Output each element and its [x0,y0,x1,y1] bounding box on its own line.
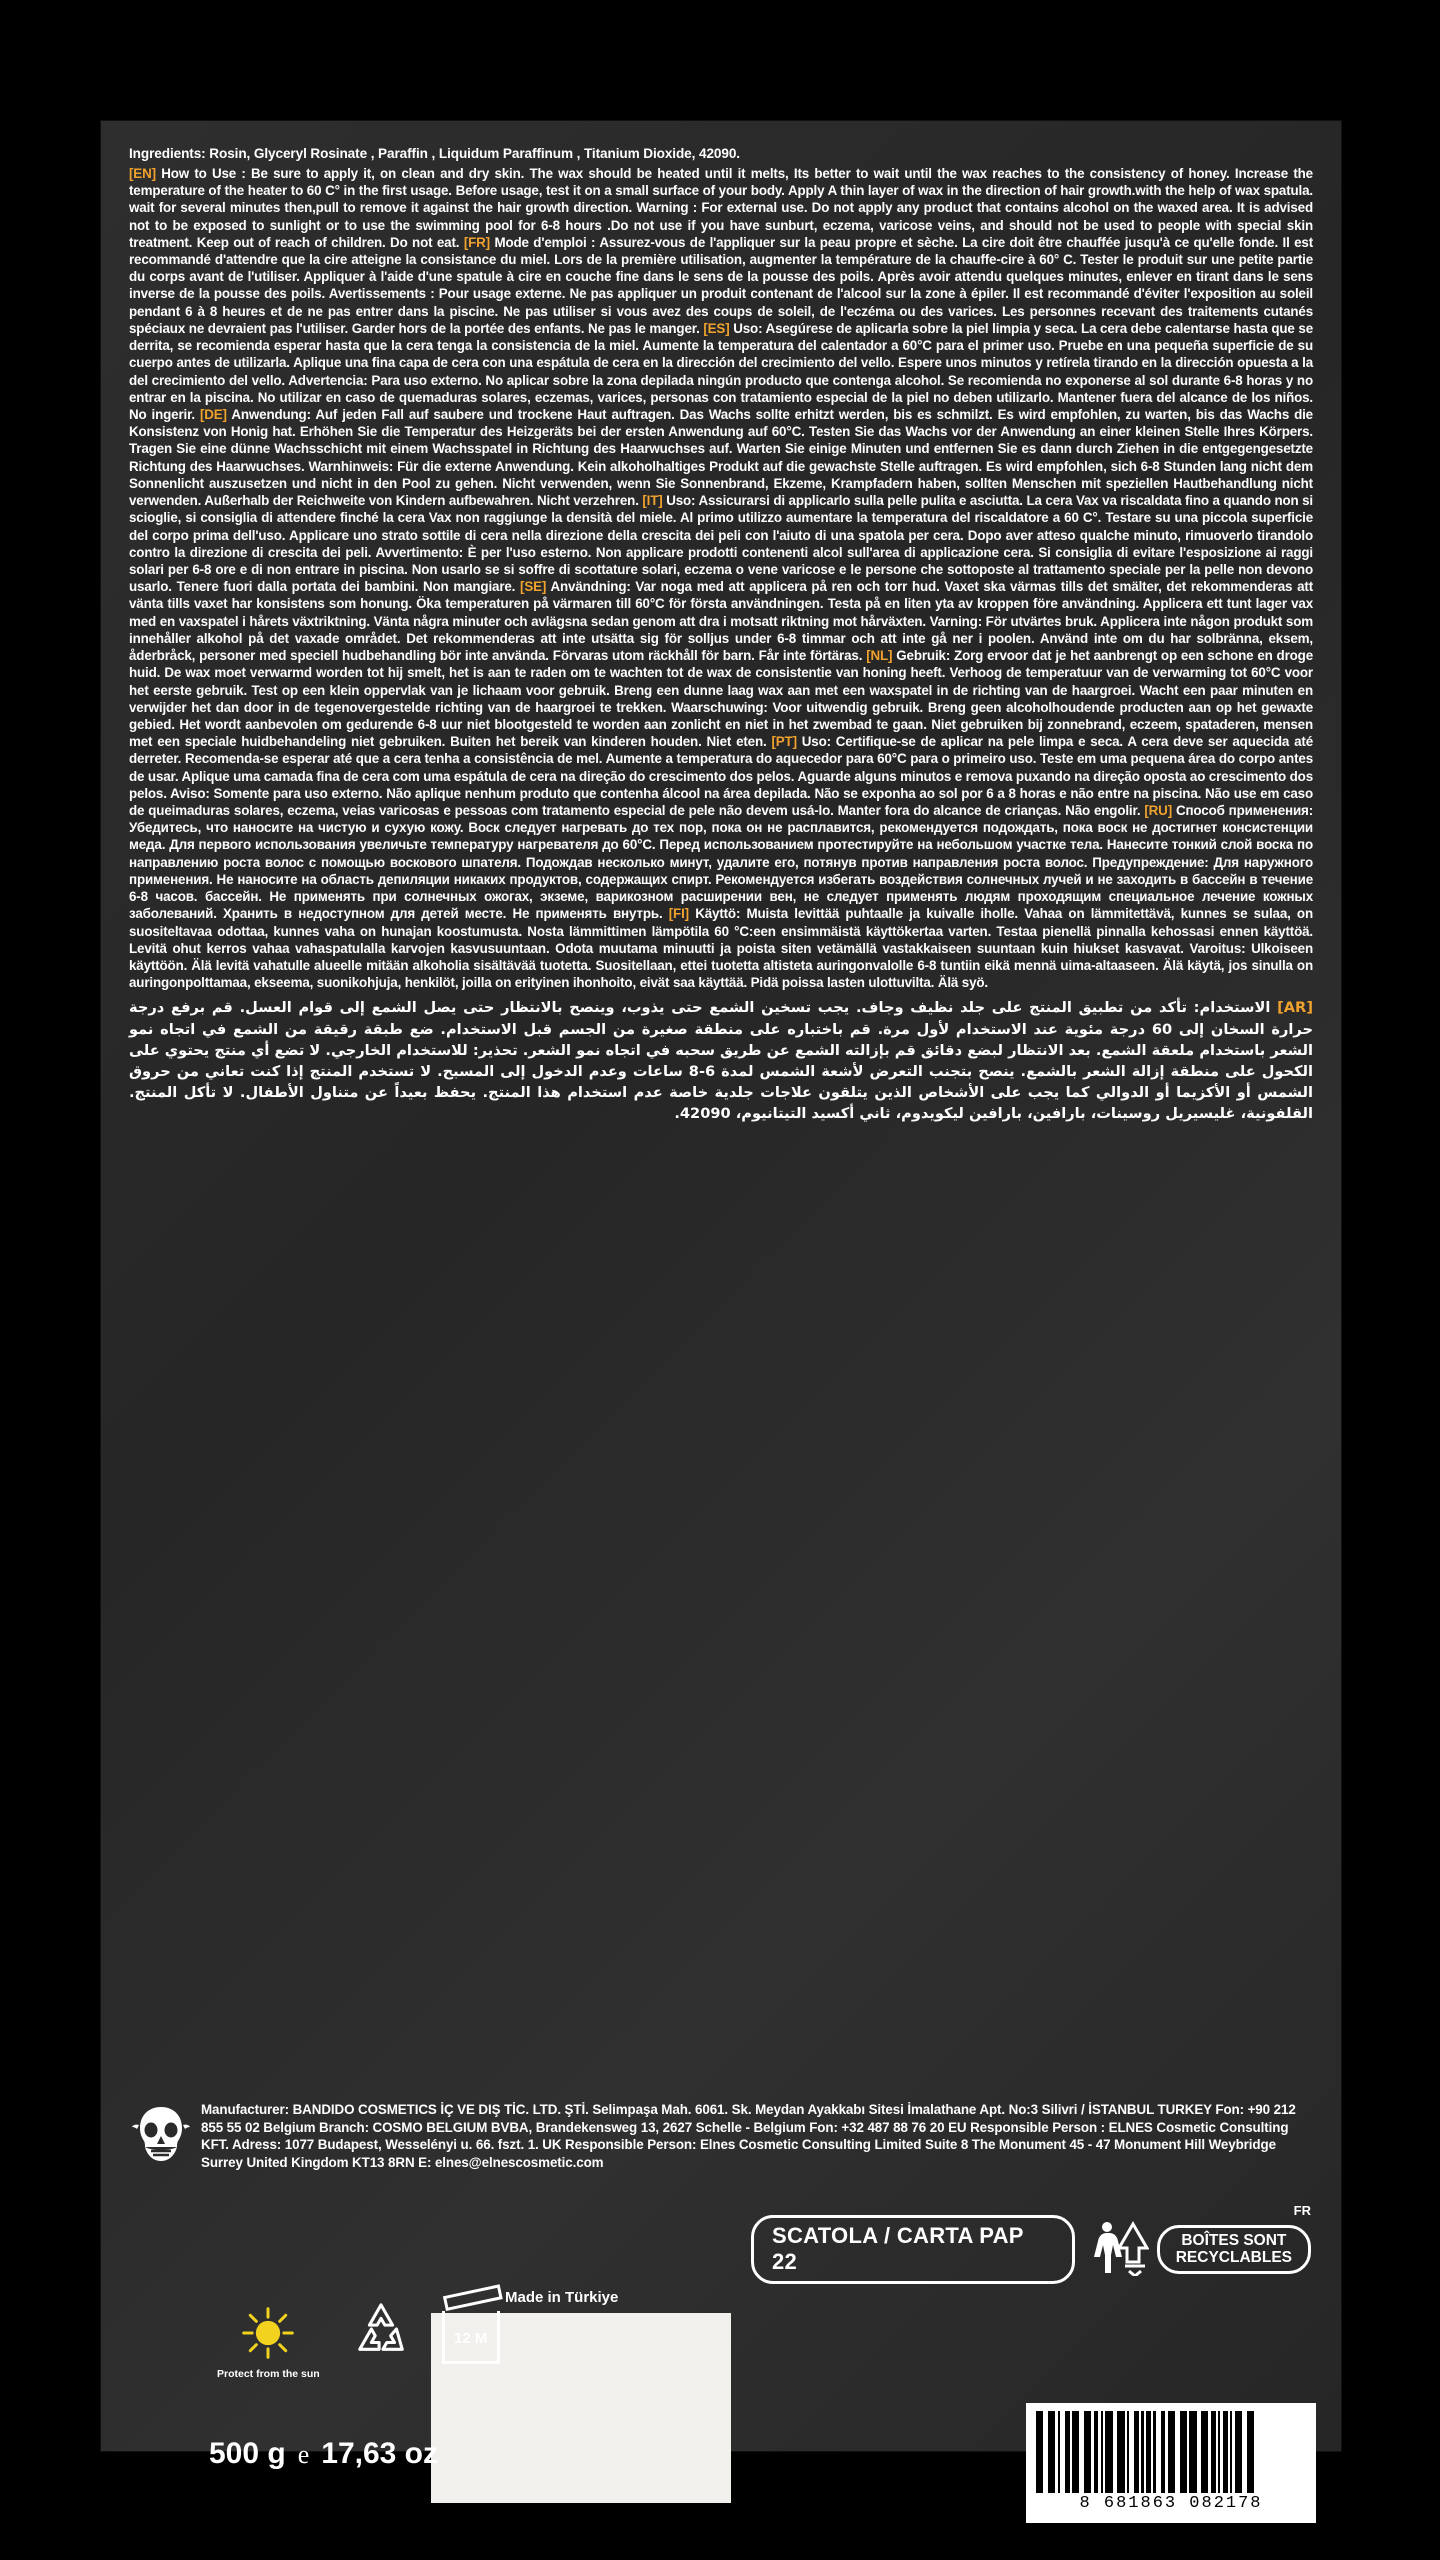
sun-icon [217,2305,320,2366]
boites-recyclables-badge [1157,2225,1311,2275]
manufacturer-block [129,2101,1313,2172]
barcode-bars [1036,2411,1306,2493]
lang-tag-pt: [PT] [771,734,797,750]
product-label-panel [100,120,1342,2513]
protect-from-sun-group [217,2305,320,2380]
lang-tag-en: [EN] [129,165,156,181]
protect-from-sun-caption: Protect from the sun [217,2368,320,2380]
barcode [1026,2403,1316,2523]
instructions-it: Uso: Assicurarsi di applicarlo sulla pelle pulita e asciutta. La cera Vax va riscaldata fino a quando non si scioglie, si consiglia di attendere finché la cera Vax non raggiunge la densità del miele. Al primo utilizzo aumentare la temperatura del riscaldatore a 60 C°. Testare su una piccola superficie del corpo prima dell'uso. Applicare uno strato sottile di cera nella direzione della crescita dei peli con l'aiuto di una spatola per cera. Dopo aver atteso qualche minuto, rimuoverlo tirandolo contro la direzione di crescita dei peli. Avvertimento: È per l'uso esterno. Non applicare prodotti contenenti alcol sull'area di applicazione cera. Si consiglia di evitare l'esposizione ai raggi solari per 6-8 ore e di non entrare in piscina. Non usarlo se si soffre di scottature solari, eczema o vene varicose e le persone che sottoposte al trattamento speciale per la pelle non devono usarlo. Tenere fuori dalla portata dei bambini. Non mangiare. [129,493,1313,595]
instructions-fr: Mode d'emploi : Assurez-vous de l'appliquer sur la peau propre et sèche. La cire doit être chauffée jusqu'à ce qu'elle fonde. Il est recommandé d'attendre que la cire atteigne la consistance du miel. Lors de la première utilisation, augmenter la température de la chauffe-cire à 60° C. Tester le produit sur une petite partie du corps avant de l'utiliser. Appliquer à l'aide d'une spatule à cire en couche fine dans le sens de la pousse des poils. Après avoir attendu quelques minutes, enlever en tirant dans le sens inverse de la pousse des poils. Avertissements : Pour usage externe. Ne pas appliquer un produit contenant de l'alcool sur la zone à épiler. Il est recommandé d'éviter l'exposition au soleil pendant 6 à 8 heures et de ne pas entrer dans la piscine. Ne pas utiliser si vous avez des coups de soleil, de l'eczéma ou des varices. Les personnes recevant des traitements cutanés spéciaux ne devraient pas l'utiliser. Garder hors de la portée des enfants. Ne pas le manger. [129,234,1313,336]
net-weight-group [209,2437,438,2471]
instructions-ru: Способ применения: Убедитесь, что наносите на чистую и сухую кожу. Воск следует нагревать до тех пор, пока он не расплавится, рекомендуется подождать, пока воск не достигнет консистенции меда. Для первого использования увеличьте температуру нагревателя до 60°С. Перед использованием протестируйте на небольшом участке тела. Нанесите тонкий слой воска по направлению роста волос с помощью воскового шпателя. Подождав несколько минут, удалите его, потянув против направления роста волос. Предупреждение: Для наружного применения. Не наносите на область депиляции никаких продуктов, содержащих спирт. Рекомендуется избегать воздействия солнечных лучей и не заходить в бассейн в течение 6-8 часов. бассейн. Не применять при солнечных ожогах, экземе, варикозном расширении вен, не следует применять людям проходящим специальное лечение кожных заболеваний. Хранить в недоступном для детей месте. Не применять внутрь. [129,803,1313,922]
barcode-number: 8 681863 082178 [1079,2494,1263,2513]
pao-lid-icon [443,2284,503,2311]
multilingual-instructions [129,165,1313,992]
recycle-triman-icon [1089,2218,1149,2281]
weight-ounces: 17,63 oz [321,2437,438,2470]
lang-tag-se: [SE] [520,579,547,595]
instructions-ar: الاستخدام: تأكد من تطبيق المنتج على جلد نظيف وجاف. يجب تسخين الشمع حتى يذوب، وينصح بالانتظار حتى يصل الشمع إلى قوام العسل. قم برفع درجة حرارة السخان إلى 60 درجة مئوية عند الاستخدام لأول مرة. قم باختباره على منطقة صغيرة من الجسم قبل الاستخدام. ضع طبقة رقيقة من الشمع في اتجاه نمو الشعر باستخدام ملعقة الشمع. بعد الانتظار لبضع دقائق قم بإزالته الشمع عن طريق سحبه في اتجاه نمو الشعر. تحذير: للاستخدام الخارجي. لا تضع أي منتج يحتوي على الكحول على منطقة إزالة الشعر بالشمع. ينصح بتجنب التعرض لأشعة الشمس لمدة 6-8 ساعات وعدم الدخول إلى المسبح. لا تستخدم المنتج إذا كنت تعاني من حروق الشمس أو الأكزيما أو الدوالي كما يجب على الأشخاص الذين يتلقون علاجات جلدية خاصة عدم استخدام هذا المنتج. يحفظ بعيداً عن متناول الأطفال. لا تأكل المنتج. القلفونية، غليسيريل روسينات، بارافين، بارافين ليكويدوم، ثاني أكسيد التيتانيوم، 42090. [129,999,1314,1123]
weight-grams: 500 g [209,2437,286,2470]
lang-tag-it: [IT] [642,493,663,509]
lang-tag-ru: [RU] [1144,803,1173,819]
lang-tag-es: [ES] [703,320,730,336]
recycling-row [751,2202,1311,2284]
scatola-badge: SCATOLA / CARTA PAP 22 [751,2215,1075,2284]
instructions-nl: Gebruik: Zorg ervoor dat je het aanbrengt op een schone en droge huid. De wax moet verwarmd worden tot hij smelt, het is aan te raden om te wachten tot de wax de consistentie van honing heeft. Verhoog de temperatuur van de verwarming tot 60°C voor het eerste gebruik. Test op een klein oppervlak van je lichaam voor gebruik. Breng een dunne laag wax aan met een waxspatel in de richting van de haargroei. Wacht een paar minuten en verwijder het dan door in de tegenovergestelde richting van de haargroei te trekken. Waarschuwing: Voor uitwendig gebruik. Breng geen alcoholhoudende producten aan op het gewaxte gebied. Het wordt aanbevolen om gedurende 6-8 uur niet blootgesteld te worden aan zonlicht en niet in het zwembad te gaan. Niet gebruiken bij zonnebrand, eczeem, spataderen, mensen met een speciale huidbehandeling niet gebruiken. Buiten het bereik van kinderen houden. Niet eten. [129,648,1313,750]
e-mark: e [297,2440,310,2469]
made-in-text: Made in Türkiye [505,2289,619,2306]
recycle-mobius-icon [350,2301,412,2362]
boites-line-2: RECYCLABLES [1175,2249,1292,2266]
boites-line-1: BOÎTES SONT [1181,2231,1287,2249]
lang-tag-fr: [FR] [463,234,490,250]
instructions-es: Uso: Asegúrese de aplicarla sobre la piel limpia y seca. La cera debe calentarse hasta que se derrita, se recomienda esperar hasta que la cera tenga la consistencia de la miel. Aumente la temperatura del calentador a 60°C para el primer uso. Pruebe en una pequeña superficie de su cuerpo antes de utilizarla. Aplique una fina capa de cera con una espátula de cera en la dirección del crecimiento del vello. Espere unos minutos y retírela tirando en la dirección opuesta a la del crecimiento del vello. Advertencia: Para uso externo. No aplicar sobre la zona depilada ningún producto que contenga alcohol. Se recomienda no exponerse al sol durante 6-8 horas y no entrar en la piscina. No utilizar en caso de quemaduras solares, eczemas, varices, personas con tratamiento especial de la piel no deben utilizarlo. Mantener fuera del alcance de los niños. No ingerir. [129,320,1313,422]
lang-tag-fi: [FI] [668,906,689,922]
instructions-se: Användning: Var noga med att applicera på ren och torr hud. Vaxet ska värmas tills det smälter, det rekommenderas att vänta tills vaxet har konsistens som honung. Öka temperaturen på värmaren till 60°C för första användningen. Testa på en liten yta av kroppen före användning. Applicera ett tunt lager vax med en vaxspatel i hårets växtriktning. Vänta några minuter och avlägsna sedan genom att dra i motsatt riktning mot hårväxten. Varning: För utvärtes bruk. Applicera inte någon produkt som innehåller alkohol på det vaxade området. Det rekommenderas att inte utsätta sig för solljus under 6-8 timmar och att inte gå ner i poolen. Använd inte om du har solbränna, eksem, åderbråck, personer med speciell hudbehandling bör inte använda. Förvaras utom räckhåll för barn. Får inte förtäras. [129,579,1314,664]
lang-tag-nl: [NL] [866,648,893,664]
symbols-row [217,2301,500,2380]
boites-recyclables-group [1089,2202,1311,2281]
label-text-content [129,145,1313,1124]
instructions-ar-block [129,997,1313,1124]
ingredients-line: Ingredients: Rosin, Glyceryl Rosinate , Paraffin , Liquidum Paraffinum , Titanium Dioxide, 42090. [129,146,740,161]
pao-months-label: 12 M [442,2311,500,2364]
instructions-pt: Uso: Certifique-se de aplicar na pele limpa e seca. A cera deve ser aquecida até derreter. Recomenda-se esperar até que a cera tenha a consistência de mel. Aumente a temperatura do aquecedor para 60°C para o primeiro uso. Teste em uma pequena área do corpo antes de usar. Aplique uma camada fina de cera com uma espátula de cera na direção do crescimento dos pelos. Aguarde alguns minutos e remova puxando na direção oposta ao crescimento dos pelos. Aviso: Somente para uso externo. Não aplique nenhum produto que contenha álcool na área depilada. Não se exponha ao sol por 6 a 8 horas e não entre na piscina. Não use em caso de queimaduras solares, eczema, veias varicosas e pessoas com tratamento especial de pele não devem usá-lo. Manter fora do alcance de crianças. Não engolir. [129,734,1313,819]
instructions-en: How to Use : Be sure to apply it, on clean and dry skin. The wax should be heated until it melts, Its better to wait until the wax reaches to the consistency of honey. Increase the temperature of the heater to 60 C° in the first usage. Before usage, test it on a small surface of your body. Apply A thin layer of wax in the direction of hair growth.with the help of wax spatula. wait for several minutes then,pull to remove it against the hair growth direction. Warning : For external use. Do not apply any product that contains alcohol on the waxed area. It is advised not to be exposed to sunlight or to use the swimming pool for 6-8 hours .Do not use if you have sunburt, eczema, varicose veins, and should not be used to people with special skin treatment. Keep out of reach of children. Do not eat. [129,165,1313,250]
instructions-fi: Käyttö: Muista levittää puhtaalle ja kuivalle iholle. Vahaa on lämmitettävä, kunnes se sulaa, on suositeltavaa odottaa, kunnes vaha on hunajan koostumusta. Nosta lämmittimen lämpötila 60 °C:een ensimmäistä käyttökertaa varten. Testaa pienellä pinnalla kehossasi ennen käyttöä. Levitä ohut kerros vahaa vahaspatulalla karvojen kasvusuuntaan. Odota muutama minuutti ja poista siten vetämällä vastakkaiseen suuntaan kuin hiukset kasvavat. Varoitus: Ulkoiseen käyttöön. Älä levitä vahatulle alueelle mitään alkoholia sisältävää tuotetta. Suositellaan, ettei tuotetta altisteta auringonvalolle 6-8 tuntiin eikä mennä uima-altaaseen. Älä käytä, jos sinulla on auringonpolttamaa, ekseema, suonikohjuja, henkilöt, joilla on erityinen ihonhoito, eivät saa käyttää. Pidä poissa lasten ulottuvilta. Älä syö. [129,906,1313,991]
skull-logo-icon [129,2103,193,2167]
manufacturer-text: Manufacturer: BANDIDO COSMETICS İÇ VE DIŞ TİC. LTD. ŞTİ. Selimpaşa Mah. 6061. Sk. Meydan Ayakkabı Sitesi İmalathane Apt. No:3 Silivri / İSTANBUL TURKEY Fon: +90 212 855 55 02 Belgium Branch: COSMO BELGIUM BVBA, Brandekensweg 13, 2627 Schelle - Belgium Fon: +32 487 88 76 20 EU Responsible Person : ELNES Cosmetic Consulting KFT. Adress: 1077 Budapest, Wesselényi u. 66. fszt. 1. UK Responsible Person: Elnes Cosmetic Consulting Limited Suite 8 The Monument 45 - 47 Monument Hill Weybridge Surrey United Kingdom KT13 8RN E: elnes@elnescosmetic.com [201,2102,1296,2171]
lang-tag-ar: [AR] [1277,999,1313,1017]
period-after-opening-group [442,2311,500,2364]
lang-tag-de: [DE] [199,407,227,422]
fr-country-tag: FR [1293,2202,1311,2218]
instructions-de: Anwendung: Auf jeden Fall auf saubere und trockene Haut auftragen. Das Wachs sollte erhitzt werden, bis es schmilzt. Es wird empfohlen, zu warten, bis das Wachs die Konsistenz von Honig hat. Erhöhen Sie die Temperatur des Heizgeräts bei der ersten Anwendung auf 60°C. Testen Sie das Wachs vor der Anwendung an einer kleinen Stelle Ihres Körpers. Tragen Sie eine dünne Wachsschicht mit einem Wachsspatel in Richtung des Haarwuchses auf. Warten Sie einige Minuten und entfernen Sie es dann durch Ziehen in die entgegengesetzte Richtung des Haarwuchses. Warnhinweis: Für die externe Anwendung. Kein alkoholhaltiges Produkt auf die gewachste Stelle auftragen. Es wird empfohlen, sich 6-8 Stunden lang nicht dem Sonnenlicht auszusetzen und nicht in den Pool zu gehen. Nicht verwenden, wenn Sie Sonnenbrand, Ekzeme, Krampfadern haben, sollten Menschen mit speziellen Hautbehandlung nicht verwenden. Außerhalb der Reichweite von Kindern aufbewahren. Nicht verzehren. [129,407,1313,509]
